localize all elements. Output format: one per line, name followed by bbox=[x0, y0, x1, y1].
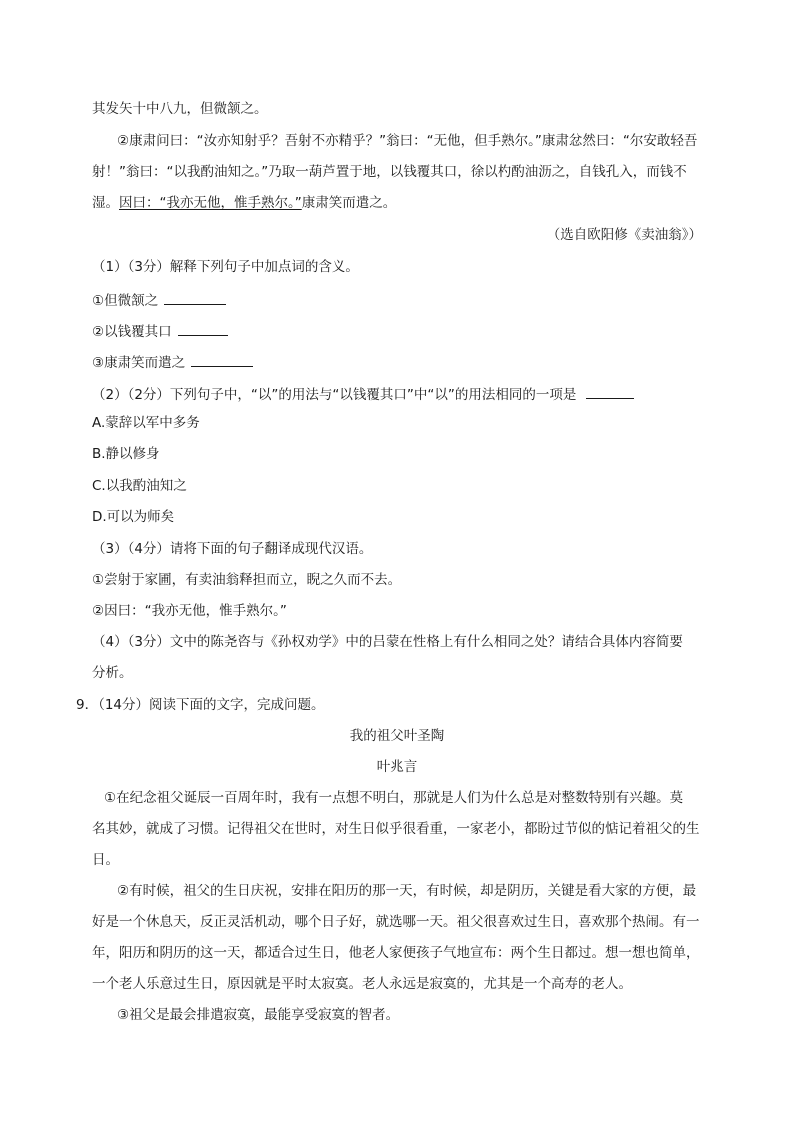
option-a: A.蒙辞以军中多务 bbox=[92, 415, 200, 431]
option-d: D.可以为师矣 bbox=[92, 509, 175, 525]
source-citation: （选自欧阳修《卖油翁》） bbox=[546, 227, 702, 243]
answer-blank[interactable] bbox=[164, 290, 226, 305]
answer-blank[interactable] bbox=[586, 384, 634, 399]
passage-line: 其发矢十中八九，但微颔之。 bbox=[92, 101, 268, 117]
question-2-stem bbox=[92, 384, 634, 404]
item-text: ①但微颔之 bbox=[92, 293, 159, 309]
text-segment: 湿。 bbox=[92, 195, 119, 211]
article-paragraph-1-line-3: 日。 bbox=[92, 852, 119, 868]
passage-paragraph-2-line-3 bbox=[92, 194, 396, 212]
item-text: ②以钱覆其口 bbox=[92, 324, 172, 340]
question-3-stem: （3）（4分）请将下面的句子翻译成现代汉语。 bbox=[92, 541, 373, 557]
article-paragraph-2-line-4: 一个老人乐意过生日，原因就是平时太寂寞。老人永远是寂寞的，尤其是一个高寿的老人。 bbox=[92, 976, 632, 992]
article-paragraph-1-line-1: ①在纪念祖父诞辰一百周年时，我有一点想不明白，那就是人们为什么总是对整数特别有兴趣。莫 bbox=[104, 790, 684, 806]
question-9-header: 9．（14分）阅读下面的文字，完成问题。 bbox=[76, 697, 325, 713]
answer-blank[interactable] bbox=[178, 321, 228, 336]
question-1-item-2 bbox=[92, 321, 228, 341]
article-paragraph-2-line-3: 年，阳历和阴历的这一天，都适合过生日，他老人家便孩子气地宣布：两个生日都过。想一想也简单， bbox=[92, 945, 700, 961]
text-segment: 康肃笑而遣之。 bbox=[301, 195, 397, 211]
article-title: 我的祖父叶圣陶 bbox=[349, 728, 445, 744]
question-4-line-2: 分析。 bbox=[92, 665, 133, 681]
question-1-stem: （1）（3分）解释下列句子中加点词的含义。 bbox=[92, 259, 359, 275]
article-paragraph-1-line-2: 名其妙，就成了习惯。记得祖父在世时，对生日似乎很看重，一家老小，都盼过节似的惦记着祖父的生 bbox=[92, 821, 700, 837]
question-3-item-1: ①尝射于家圃，有卖油翁释担而立，睨之久而不去。 bbox=[92, 572, 402, 588]
passage-paragraph-2-line-1: ②康肃问曰：“汝亦知射乎？吾射不亦精乎？”翁曰：“无他，但手熟尔。”康肃忿然曰：“尔安敢轻吾 bbox=[117, 133, 698, 149]
item-text: ③康肃笑而遣之 bbox=[92, 355, 186, 371]
question-4-line-1: （4）（3分）文中的陈尧咨与《孙权劝学》中的吕蒙在性格上有什么相同之处？请结合具体内容简要 bbox=[92, 634, 683, 650]
question-3-item-2: ②因曰：“我亦无他，惟手熟尔。” bbox=[92, 603, 287, 619]
article-author: 叶兆言 bbox=[376, 759, 418, 775]
option-b: B.静以修身 bbox=[92, 446, 160, 462]
article-paragraph-2-line-1: ②有时候，祖父的生日庆祝，安排在阳历的那一天，有时候，却是阴历，关键是看大家的方便，最 bbox=[117, 883, 697, 899]
underlined-sentence: 因曰：“我亦无他，惟手熟尔。” bbox=[119, 195, 302, 211]
passage-paragraph-2-line-2: 射！”翁曰：“以我酌油知之。”乃取一葫芦置于地，以钱覆其口，徐以杓酌油沥之，自钱孔入，而钱不 bbox=[92, 164, 687, 180]
article-paragraph-2-line-2: 好是一个休息天，反正灵活机动，哪个日子好，就选哪一天。祖父很喜欢过生日，喜欢那个热闹。有一 bbox=[92, 914, 700, 930]
article-paragraph-3-line-1: ③祖父是最会排遣寂寞，最能享受寂寞的智者。 bbox=[117, 1007, 400, 1023]
item-text: （2）（2分）下列句子中，“以”的用法与“以钱覆其口”中“以”的用法相同的一项是 bbox=[92, 387, 577, 403]
question-1-item-1 bbox=[92, 290, 226, 310]
answer-blank[interactable] bbox=[191, 352, 253, 367]
option-c: C.以我酌油知之 bbox=[92, 478, 187, 494]
question-1-item-3 bbox=[92, 352, 253, 372]
